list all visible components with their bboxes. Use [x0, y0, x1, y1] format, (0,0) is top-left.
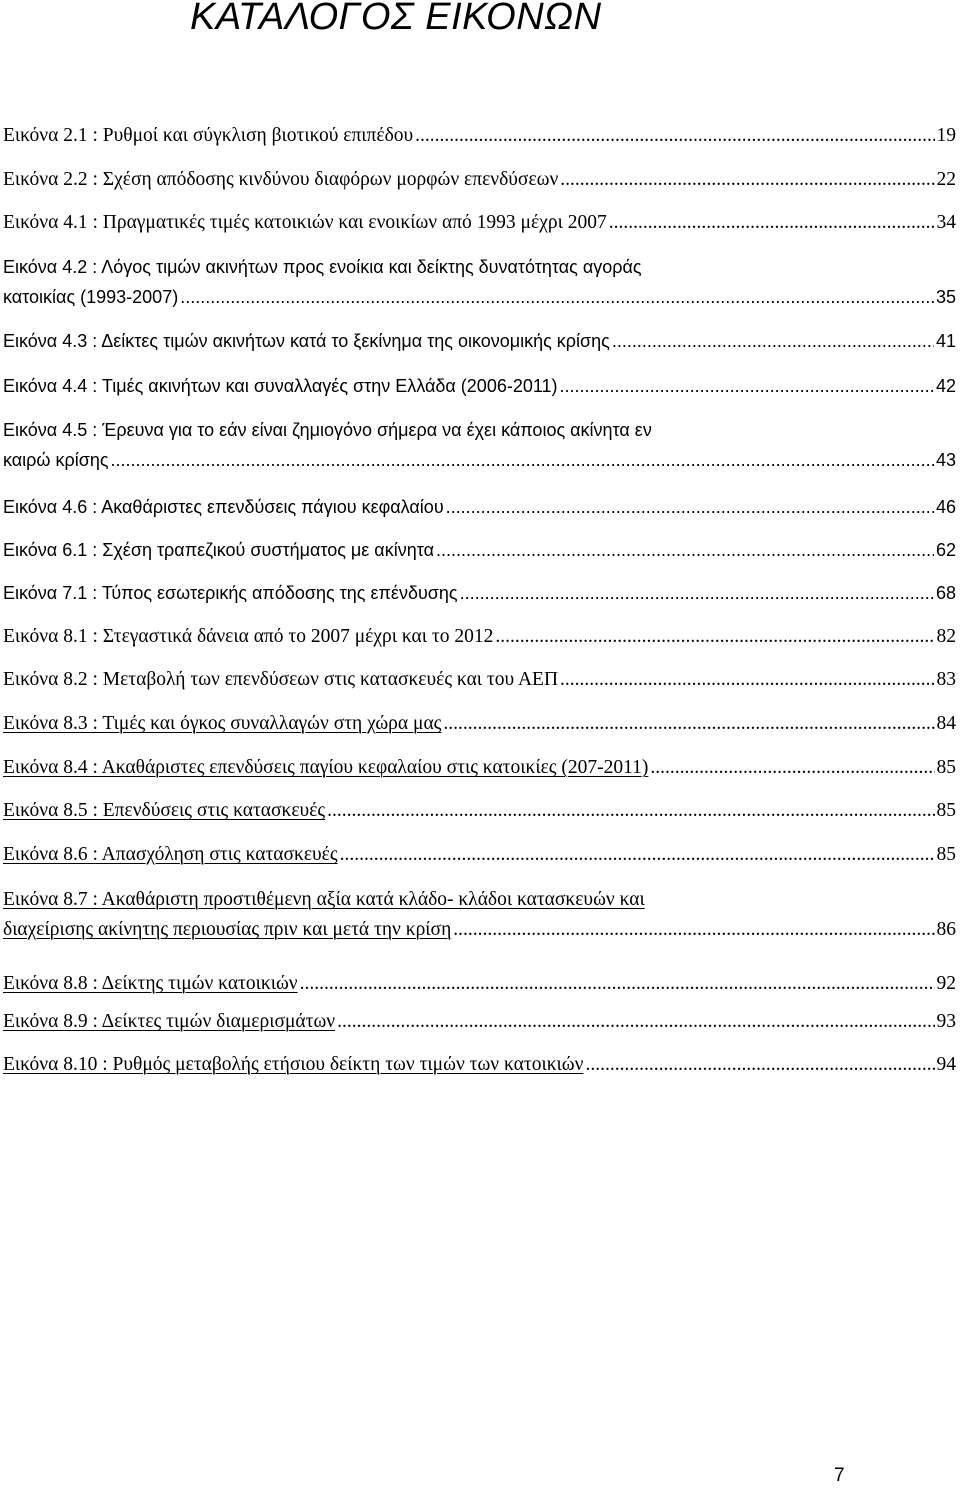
- toc-entry-label-line: Εικόνα 4.5 : Έρευνα για το εάν είναι ζημιογόνο σήμερα να έχει κάποιος ακίνητα εν: [3, 420, 652, 440]
- toc-entry[interactable]: [3, 626, 956, 648]
- dot-leader: [443, 713, 934, 735]
- toc-entry[interactable]: [3, 582, 956, 604]
- toc-entry-page: 68: [935, 583, 956, 603]
- toc-entry-label: Εικόνα 4.6 : Ακαθάριστες επενδύσεις πάγιου κεφαλαίου: [3, 497, 444, 517]
- toc-entry-page: 42: [935, 376, 956, 396]
- toc-entry-page: 34: [936, 212, 956, 233]
- toc-entry-page: 83: [936, 669, 956, 690]
- toc-entry-page: 94: [936, 1054, 956, 1075]
- toc-entry[interactable]: [3, 125, 956, 147]
- toc-entry[interactable]: [3, 889, 956, 941]
- toc-entry[interactable]: [3, 375, 956, 397]
- toc-entry-label: Εικόνα 8.3 : Τιμές και όγκος συναλλαγών στη χώρα μας: [3, 713, 442, 734]
- dot-leader: [300, 973, 935, 995]
- toc-entry-label: Εικόνα 8.1 : Στεγαστικά δάνεια από το 2007 μέχρι και το 2012: [3, 626, 494, 647]
- toc-entry[interactable]: [3, 496, 956, 518]
- toc-entry-label: Εικόνα 8.8 : Δείκτης τιμών κατοικιών: [3, 973, 298, 994]
- toc-entry[interactable]: [3, 844, 956, 866]
- toc-entry[interactable]: [3, 419, 956, 471]
- dot-leader: [585, 1054, 934, 1076]
- toc-entry-page: 84: [936, 713, 956, 734]
- toc-entry[interactable]: [3, 1054, 956, 1076]
- toc-entry[interactable]: [3, 757, 956, 779]
- toc-entry-page: 46: [935, 497, 956, 517]
- dot-leader: [560, 375, 934, 397]
- toc-entry[interactable]: [3, 713, 956, 735]
- toc-entry[interactable]: [3, 256, 956, 308]
- toc-entry-label: Εικόνα 8.5 : Επενδύσεις στις κατασκευές: [3, 800, 326, 821]
- dot-leader: [650, 757, 934, 779]
- toc-entry-label-line: Εικόνα 4.2 : Λόγος τιμών ακινήτων προς ενοίκια και δείκτης δυνατότητας αγοράς: [3, 257, 642, 277]
- toc-entry-page: 92: [936, 973, 956, 994]
- toc-entry-label: διαχείρισης ακίνητης περιουσίας πριν και μετά την κρίση: [3, 919, 452, 940]
- dot-leader: [460, 582, 934, 604]
- toc-entry-label: κατοικίας (1993-2007): [3, 287, 179, 307]
- toc-entry-page: 22: [936, 169, 956, 190]
- toc-entry-page: 62: [935, 540, 956, 560]
- dot-leader: [111, 449, 934, 471]
- toc-entry-label: Εικόνα 8.10 : Ρυθμός μεταβολής ετήσιου δείκτη των τιμών των κατοικιών: [3, 1054, 584, 1075]
- toc-entry[interactable]: [3, 330, 956, 352]
- toc-entry[interactable]: [3, 169, 956, 191]
- toc-entry-label: Εικόνα 7.1 : Τύπος εσωτερικής απόδοσης της επένδυσης: [3, 583, 458, 603]
- toc-entry-label: Εικόνα 8.4 : Ακαθάριστες επενδύσεις παγίου κεφαλαίου στις κατοικίες (207-2011): [3, 757, 649, 778]
- dot-leader: [340, 844, 935, 866]
- toc-entry-page: 43: [935, 450, 956, 470]
- toc-entry-page: 19: [936, 125, 956, 146]
- dot-leader: [180, 286, 934, 308]
- page-number: 7: [834, 1465, 845, 1486]
- toc-entry-label: Εικόνα 4.3 : Δείκτες τιμών ακινήτων κατά το ξεκίνημα της οικονομικής κρίσης: [3, 331, 610, 351]
- toc-entry-page: 35: [935, 287, 956, 307]
- toc-entry-label: Εικόνα 8.6 : Απασχόληση στις κατασκευές: [3, 844, 338, 865]
- toc-entry[interactable]: [3, 539, 956, 561]
- toc-entry-page: 86: [936, 919, 956, 940]
- dot-leader: [327, 800, 934, 822]
- toc-entry-label: Εικόνα 2.2 : Σχέση απόδοσης κινδύνου διαφόρων μορφών επενδύσεων: [3, 169, 559, 190]
- dot-leader: [436, 539, 934, 561]
- toc-entry-label: Εικόνα 8.2 : Μεταβολή των επενδύσεων στις κατασκευές και του ΑΕΠ: [3, 669, 559, 690]
- toc-entry[interactable]: [3, 669, 956, 691]
- toc-entry[interactable]: [3, 973, 956, 995]
- toc-entry-label: Εικόνα 4.1 : Πραγματικές τιμές κατοικιών και ενοικίων από 1993 μέχρι 2007: [3, 212, 607, 233]
- toc-entry-label: Εικόνα 6.1 : Σχέση τραπεζικού συστήματος με ακίνητα: [3, 540, 434, 560]
- dot-leader: [453, 919, 934, 941]
- toc-entry-page: 82: [936, 626, 956, 647]
- dot-leader: [560, 169, 934, 191]
- toc-entry[interactable]: [3, 212, 956, 234]
- toc-entry-label: Εικόνα 4.4 : Τιμές ακινήτων και συναλλαγές στην Ελλάδα (2006-2011): [3, 376, 558, 396]
- toc-entry[interactable]: [3, 800, 956, 822]
- page-title: ΚΑΤΑΛΟΓΟΣ ΕΙΚΟΝΩΝ: [190, 0, 602, 38]
- toc-entry-page: 41: [935, 331, 956, 351]
- toc-entry-page: 85: [936, 757, 956, 778]
- toc-entry-page: 93: [936, 1011, 956, 1032]
- toc-entry[interactable]: [3, 1011, 956, 1033]
- toc-entry-label: καιρώ κρίσης: [3, 450, 109, 470]
- dot-leader: [495, 626, 934, 648]
- dot-leader: [612, 330, 934, 352]
- toc-entry-label-line: Εικόνα 8.7 : Ακαθάριστη προστιθέμενη αξία κατά κλάδο- κλάδοι κατασκευών και: [3, 889, 645, 910]
- dot-leader: [446, 496, 934, 518]
- dot-leader: [337, 1011, 934, 1033]
- dot-leader: [415, 125, 934, 147]
- dot-leader: [609, 212, 935, 234]
- toc-entry-label: Εικόνα 8.9 : Δείκτες τιμών διαμερισμάτων: [3, 1011, 336, 1032]
- toc-entry-page: 85: [936, 844, 956, 865]
- toc-entry-label: Εικόνα 2.1 : Ρυθμοί και σύγκλιση βιοτικού επιπέδου: [3, 125, 414, 146]
- dot-leader: [560, 669, 934, 691]
- toc-entry-page: 85: [936, 800, 956, 821]
